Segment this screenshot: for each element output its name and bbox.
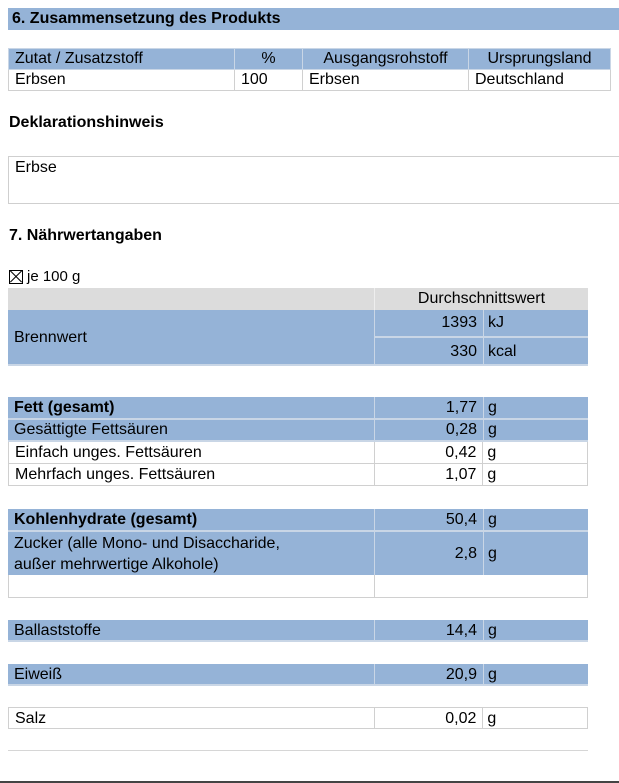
- fat-block: [8, 397, 588, 487]
- energy-values: [375, 310, 588, 364]
- declaration-box[interactable]: [8, 156, 619, 204]
- saturated-fat-label: Gesättigte Fettsäuren: [8, 420, 375, 440]
- salt-block: [8, 707, 588, 730]
- energy-kj-unit: kJ: [488, 314, 504, 331]
- cell-percent: 100: [235, 70, 303, 91]
- mono-fat-label: Einfach unges. Fettsäuren: [9, 442, 375, 463]
- energy-kcal-value: 330: [375, 338, 484, 366]
- section-6-header: 6. Zusammensetzung des Produkts: [8, 8, 619, 30]
- mono-fat-unit: g: [487, 444, 497, 461]
- table-row: [8, 664, 588, 686]
- average-value-header: Durchschnittswert: [417, 290, 546, 307]
- fat-total-label: Fett (gesamt): [8, 397, 375, 418]
- table-row: [8, 397, 588, 420]
- saturated-fat-value: 0,28: [375, 420, 484, 440]
- energy-label: Brennwert: [8, 310, 375, 364]
- poly-fat-unit: g: [487, 466, 497, 483]
- table-row: [8, 707, 588, 729]
- protein-unit: g: [488, 666, 497, 683]
- table-row: [8, 420, 588, 442]
- nutrition-header-row: [8, 288, 588, 310]
- fat-total-value: 1,77: [375, 397, 484, 418]
- header-empty: [8, 288, 375, 310]
- energy-kj-value: 1393: [375, 310, 484, 336]
- salt-value: 0,02: [375, 708, 484, 728]
- empty-cell: [9, 575, 375, 597]
- col-origin: Ursprungsland: [469, 49, 611, 70]
- energy-row: [8, 310, 588, 366]
- composition-header-row: [9, 49, 611, 70]
- col-raw-material: Ausgangsrohstoff: [303, 49, 469, 70]
- fiber-label: Ballaststoffe: [8, 620, 375, 640]
- saturated-fat-unit: g: [488, 421, 497, 438]
- energy-block: [8, 288, 588, 368]
- per-100g-option[interactable]: [9, 268, 80, 285]
- table-row: [8, 509, 588, 532]
- carbs-total-unit: g: [488, 511, 497, 528]
- per-label: je 100 g: [27, 268, 81, 285]
- protein-block: [8, 664, 588, 686]
- cell-raw-material: Erbsen: [303, 70, 469, 91]
- carbs-block: [8, 509, 588, 599]
- mono-fat-value: 0,42: [375, 442, 484, 463]
- empty-cell: [375, 575, 587, 597]
- cell-ingredient: Erbsen: [9, 70, 235, 91]
- table-row: [8, 442, 588, 464]
- sugar-value: 2,8: [375, 532, 484, 575]
- declaration-heading: Deklarationshinweis: [9, 114, 164, 131]
- col-ingredient: Zutat / Zusatzstoff: [9, 49, 235, 70]
- checkbox-checked-icon[interactable]: [9, 270, 23, 284]
- cell-origin: Deutschland: [469, 70, 611, 91]
- fiber-unit: g: [488, 622, 497, 639]
- sugar-label-line2: außer mehrwertige Alkohole): [14, 556, 219, 573]
- sugar-label-line1: Zucker (alle Mono- und Disaccharide,: [14, 535, 280, 552]
- carbs-total-value: 50,4: [375, 509, 484, 530]
- energy-kcal-unit: kcal: [488, 343, 517, 360]
- fat-total-unit: g: [488, 399, 497, 416]
- salt-label: Salz: [9, 708, 375, 728]
- composition-table: [8, 48, 611, 91]
- col-percent: %: [235, 49, 303, 70]
- fiber-value: 14,4: [375, 620, 484, 640]
- section-7-header: 7. Nährwertangaben: [9, 227, 162, 244]
- poly-fat-label: Mehrfach unges. Fettsäuren: [9, 464, 375, 485]
- table-row: [8, 620, 588, 642]
- energy-kj-row: [375, 310, 588, 338]
- declaration-text: Erbse: [15, 159, 57, 176]
- table-row: [8, 532, 588, 575]
- protein-value: 20,9: [375, 664, 484, 684]
- carbs-total-label: Kohlenhydrate (gesamt): [8, 509, 375, 530]
- energy-kcal-row: [375, 338, 588, 366]
- divider: [8, 750, 588, 751]
- salt-unit: g: [487, 710, 497, 727]
- sugar-label: [8, 532, 375, 575]
- poly-fat-value: 1,07: [375, 464, 484, 485]
- empty-row: [8, 575, 588, 598]
- table-row: [9, 70, 611, 91]
- protein-label: Eiweiß: [8, 664, 375, 684]
- fiber-block: [8, 620, 588, 642]
- sugar-unit: g: [488, 545, 497, 562]
- table-row: [8, 464, 588, 486]
